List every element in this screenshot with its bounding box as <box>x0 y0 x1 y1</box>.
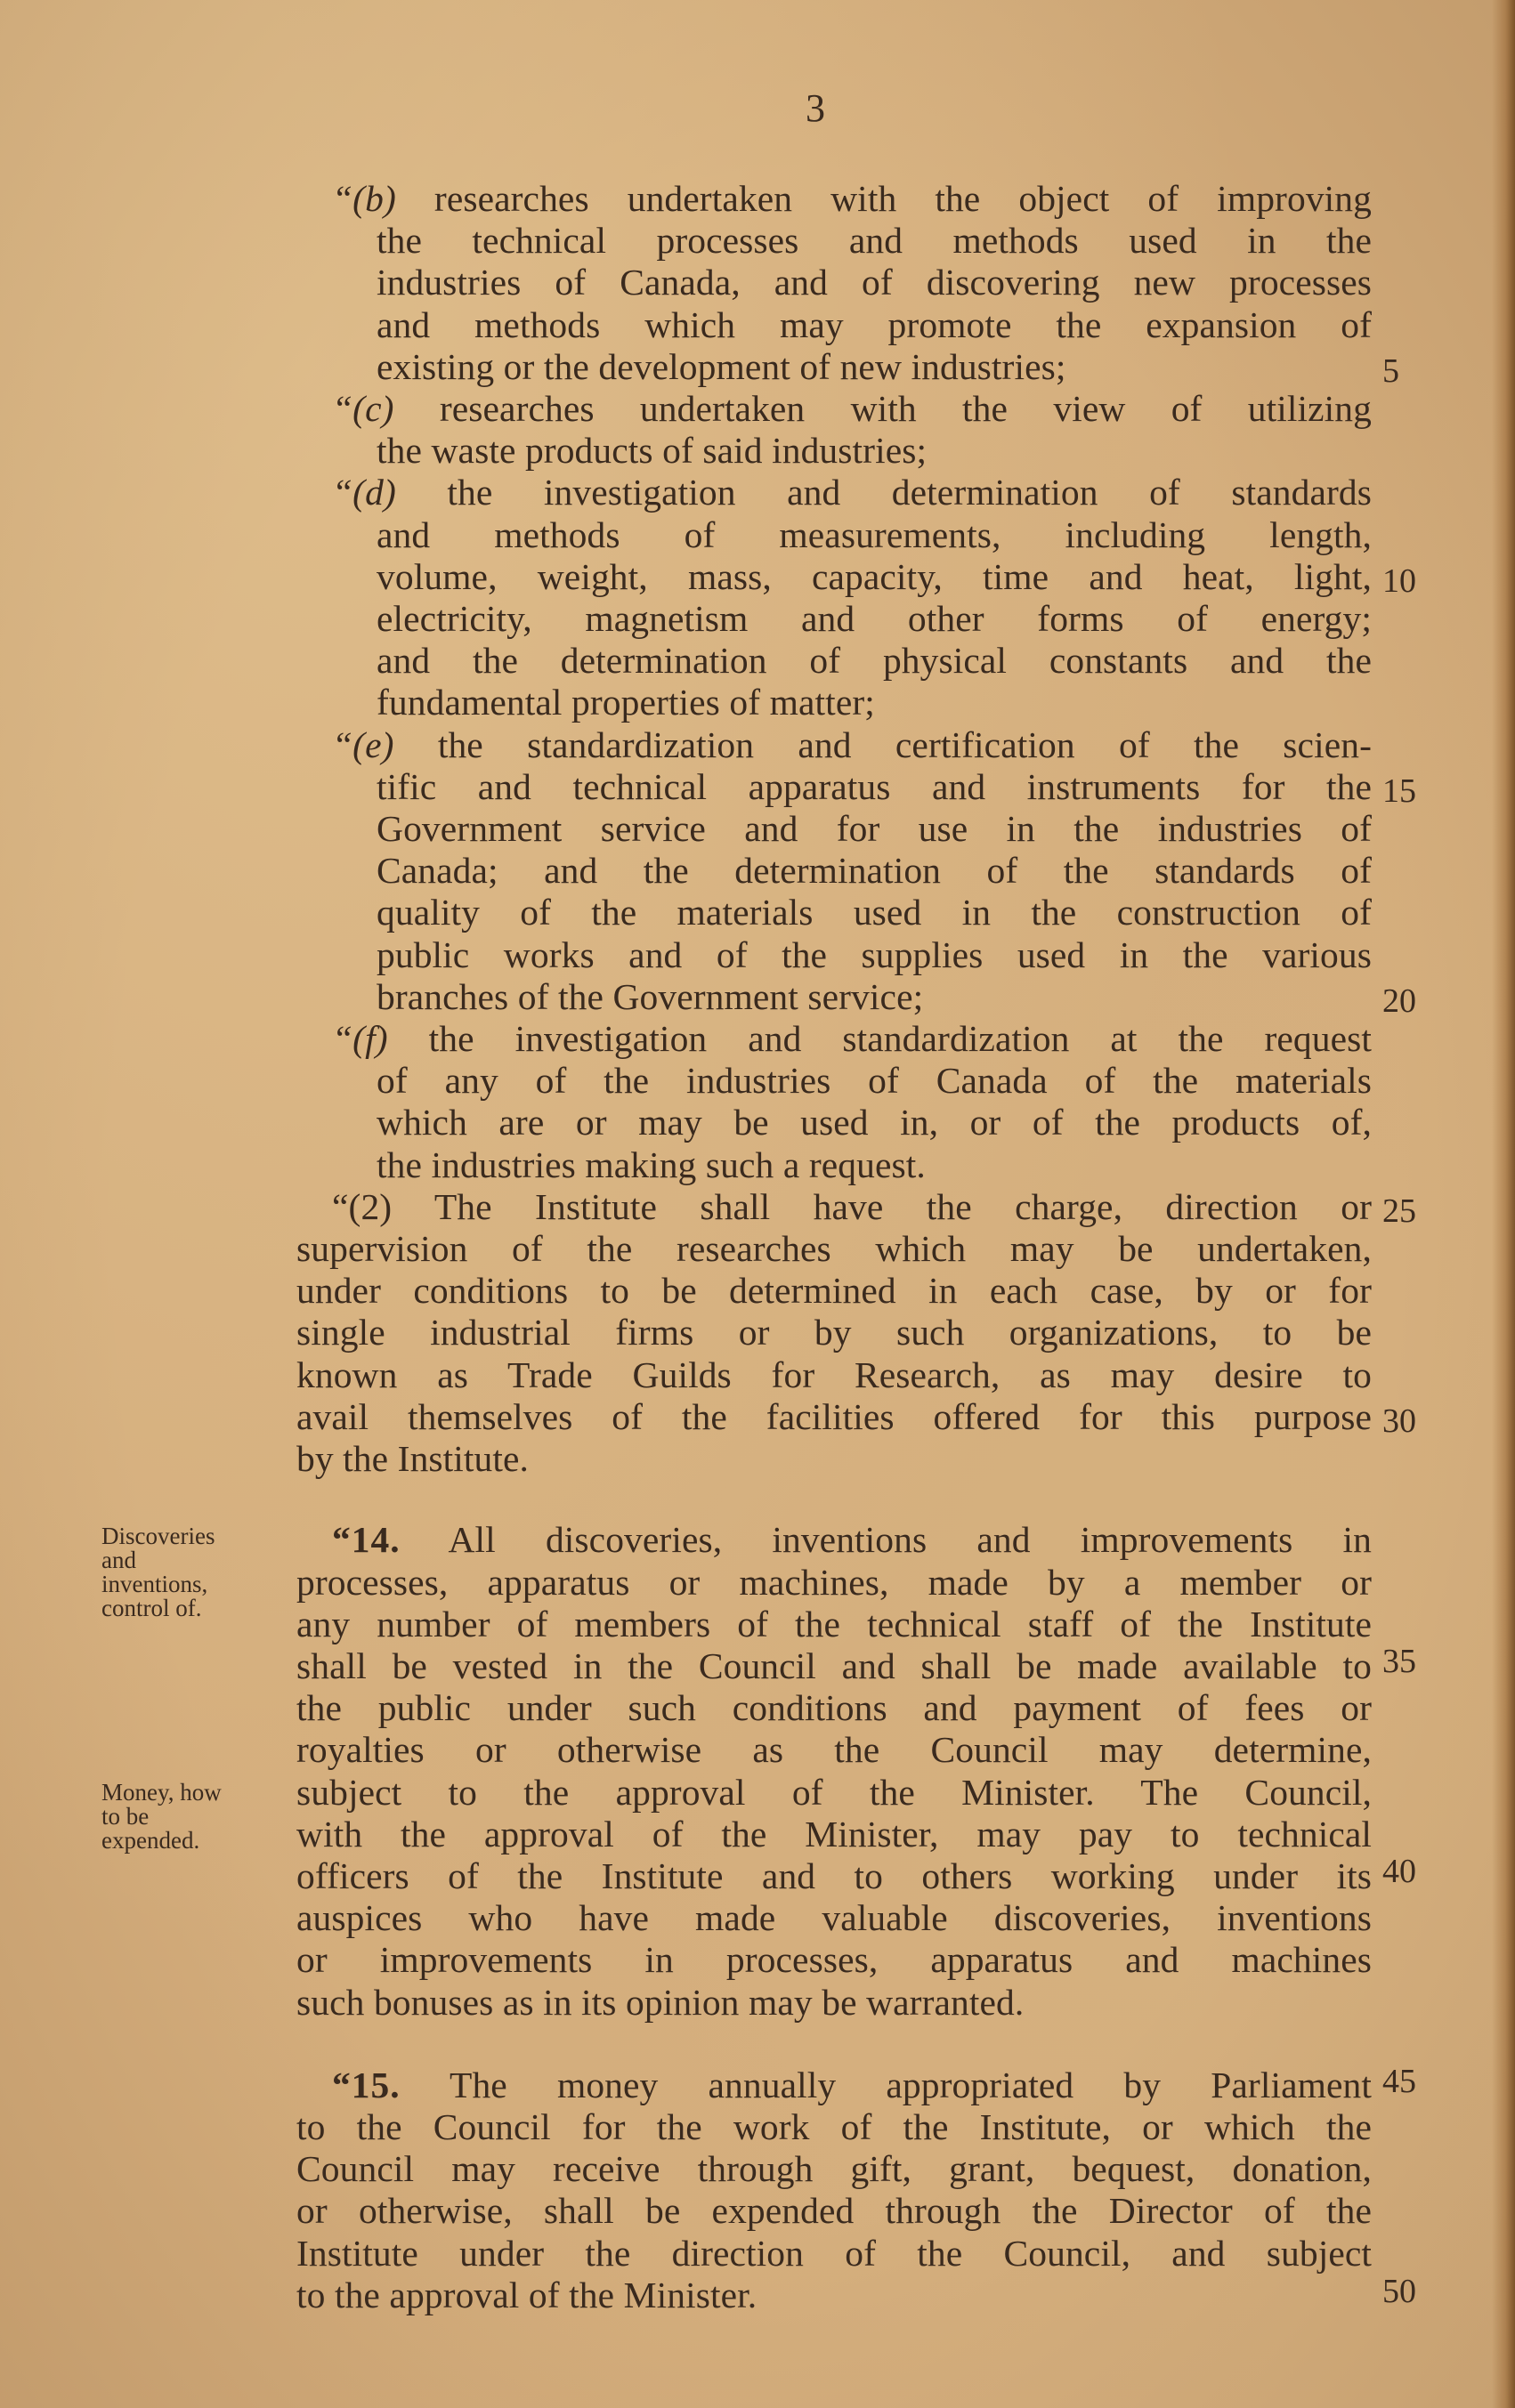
text-line <box>296 2065 1372 2106</box>
text-line <box>296 598 1372 640</box>
line-text: single industrial firms or by such organizations, to be <box>296 1312 1372 1353</box>
text-line <box>296 976 1372 1018</box>
line-text: any number of members of the technical staff of the Institute <box>296 1603 1372 1644</box>
line-number: 15 <box>1382 772 1416 810</box>
text-line <box>296 1897 1372 1939</box>
text-line <box>296 2148 1372 2190</box>
line-text: of any of the industries of Canada of the materials <box>377 1060 1372 1102</box>
text-line <box>296 934 1372 976</box>
clause-f <box>296 1018 1372 1186</box>
line-text: existing or the development of new industries; <box>377 345 1066 387</box>
line-text: subject to the approval of the Minister. The Council, <box>296 1771 1372 1813</box>
line-text: and methods which may promote the expansion of <box>377 303 1372 345</box>
line-text: or otherwise, shall be expended through the Director of the <box>296 2190 1372 2232</box>
line-number: 40 <box>1382 1853 1416 1890</box>
line-text: supervision of the researches which may be undertaken, <box>296 1228 1372 1270</box>
text-line <box>296 682 1372 723</box>
line-text: The money annually appropriated by Parliament <box>400 2064 1372 2105</box>
subsection-2 <box>296 1186 1372 1480</box>
text-line <box>296 1270 1372 1312</box>
margin-note-line: control of. <box>101 1595 202 1621</box>
margin-note-discoveries <box>101 1524 280 1620</box>
text-line <box>296 1687 1372 1729</box>
line-number: 5 <box>1382 352 1399 390</box>
text-line <box>296 1102 1372 1143</box>
text-line <box>296 1562 1372 1604</box>
line-text: known as Trade Guilds for Research, as may desire to <box>296 1353 1372 1395</box>
text-line <box>296 1396 1372 1438</box>
text-line <box>296 178 1372 220</box>
line-text: fundamental properties of matter; <box>377 682 875 723</box>
margin-note-line: Discoveries <box>101 1523 215 1549</box>
statute-body <box>296 178 1372 2316</box>
line-text: industries of Canada, and of discovering new processes <box>377 262 1372 303</box>
text-line <box>296 2106 1372 2148</box>
text-line <box>296 724 1372 766</box>
line-text: branches of the Government service; <box>377 975 924 1017</box>
text-line <box>296 1354 1372 1396</box>
text-line <box>296 1982 1372 2024</box>
line-text: the technical processes and methods used in the <box>377 220 1372 262</box>
text-line <box>296 2233 1372 2275</box>
margin-note-line: and <box>101 1547 136 1573</box>
text-line <box>296 1814 1372 1855</box>
line-text: the investigation and determination of standards <box>395 472 1372 513</box>
text-line <box>296 514 1372 556</box>
line-text: by the Institute. <box>296 1438 530 1480</box>
line-text: processes, apparatus or machines, made by a member or <box>296 1561 1372 1603</box>
line-text: to the approval of the Minister. <box>296 2274 758 2315</box>
line-text: and the determination of physical constants and the <box>377 640 1372 682</box>
line-text: to the Council for the work of the Institute, or which the <box>296 2105 1372 2147</box>
text-line <box>296 262 1372 303</box>
text-line <box>296 1855 1372 1897</box>
text-line <box>296 472 1372 513</box>
text-line <box>296 1939 1372 1981</box>
line-text: researches undertaken with the object of improving <box>395 178 1372 219</box>
margin-note-line: Money, how <box>101 1779 222 1806</box>
clause-label: “(b) <box>332 178 396 219</box>
text-line <box>296 1312 1372 1353</box>
text-line <box>296 388 1372 430</box>
text-line <box>296 1645 1372 1687</box>
line-text: quality of the materials used in the construction of <box>377 892 1372 933</box>
clause-b <box>296 178 1372 388</box>
margin-note-money <box>101 1781 280 1853</box>
text-line <box>296 1438 1372 1480</box>
line-text: Institute under the direction of the Council, and subject <box>296 2232 1372 2274</box>
line-text: Council may receive through gift, grant, bequest, donation, <box>296 2148 1372 2190</box>
line-number: 10 <box>1382 562 1416 600</box>
clause-c <box>296 388 1372 472</box>
text-line <box>296 892 1372 933</box>
text-line <box>296 430 1372 472</box>
line-text: Canada; and the determination of the standards of <box>377 850 1372 892</box>
line-text: public works and of the supplies used in the various <box>377 933 1372 975</box>
text-line <box>296 304 1372 346</box>
line-text: auspices who have made valuable discoveries, inventions <box>296 1897 1372 1939</box>
text-line <box>296 556 1372 598</box>
clause-label: “(f) <box>332 1018 388 1060</box>
text-line <box>296 220 1372 262</box>
line-text: the waste products of said industries; <box>377 430 928 472</box>
margin-note-line: to be <box>101 1803 150 1830</box>
section-15 <box>296 2065 1372 2316</box>
text-line <box>296 808 1372 850</box>
clause-label: “(d) <box>332 472 396 513</box>
line-text: and methods of measurements, including length, <box>377 513 1372 555</box>
section-14 <box>296 1519 1372 2023</box>
margin-note-line: expended. <box>101 1827 200 1854</box>
line-text: tific and technical apparatus and instruments for the <box>377 765 1372 807</box>
clause-label: “(c) <box>332 388 394 430</box>
line-text: with the approval of the Minister, may pay to technical <box>296 1813 1372 1854</box>
clause-d <box>296 472 1372 723</box>
text-line <box>296 1018 1372 1060</box>
clause-list <box>296 178 1372 1186</box>
page-number: 3 <box>806 86 825 130</box>
line-text: electricity, magnetism and other forms of energy; <box>377 598 1372 640</box>
line-text: “(2) The Institute shall have the charge, direction or <box>332 1185 1372 1227</box>
line-text: Government service and for use in the industries of <box>377 808 1372 850</box>
line-text: royalties or otherwise as the Council may determine, <box>296 1729 1372 1771</box>
clause-label: “(e) <box>332 723 394 765</box>
text-line <box>296 1772 1372 1814</box>
clause-e <box>296 724 1372 1018</box>
text-line <box>296 766 1372 808</box>
line-text: volume, weight, mass, capacity, time and heat, light, <box>377 555 1372 597</box>
line-text: avail themselves of the facilities offered for this purpose <box>296 1395 1372 1437</box>
line-text: the public under such conditions and payment of fees or <box>296 1687 1372 1729</box>
line-number: 45 <box>1382 2063 1416 2100</box>
text-line <box>296 1729 1372 1771</box>
text-line <box>296 1519 1372 1561</box>
section-number: “15. <box>332 2064 401 2105</box>
line-number: 20 <box>1382 982 1416 1020</box>
line-number: 30 <box>1382 1402 1416 1440</box>
line-text: the standardization and certification of the scien- <box>393 723 1372 765</box>
text-line <box>296 2190 1372 2232</box>
text-line <box>296 1228 1372 1270</box>
line-text: such bonuses as in its opinion may be warranted. <box>296 1981 1025 2023</box>
text-line <box>296 2275 1372 2316</box>
text-line <box>296 640 1372 682</box>
line-text: the industries making such a request. <box>377 1143 926 1185</box>
section-number: “14. <box>332 1519 401 1561</box>
line-text: or improvements in processes, apparatus and machines <box>296 1939 1372 1981</box>
text-line <box>296 1186 1372 1228</box>
line-number: 25 <box>1382 1192 1416 1230</box>
text-line <box>296 1060 1372 1102</box>
text-line <box>296 850 1372 892</box>
line-number: 50 <box>1382 2273 1416 2310</box>
line-number: 35 <box>1382 1643 1416 1680</box>
line-text: officers of the Institute and to others working under its <box>296 1854 1372 1896</box>
line-text: shall be vested in the Council and shall be made available to <box>296 1644 1372 1686</box>
text-line <box>296 346 1372 388</box>
line-text: the investigation and standardization at the request <box>387 1018 1372 1060</box>
line-text: which are or may be used in, or of the products of, <box>377 1102 1372 1143</box>
margin-note-line: inventions, <box>101 1571 208 1597</box>
page-edge-shadow <box>1492 0 1515 2408</box>
text-line <box>296 1144 1372 1186</box>
text-line <box>296 1604 1372 1645</box>
line-text: under conditions to be determined in each case, by or for <box>296 1270 1372 1312</box>
line-text: researches undertaken with the view of utilizing <box>393 388 1372 430</box>
line-text: All discoveries, inventions and improvements in <box>400 1519 1372 1561</box>
